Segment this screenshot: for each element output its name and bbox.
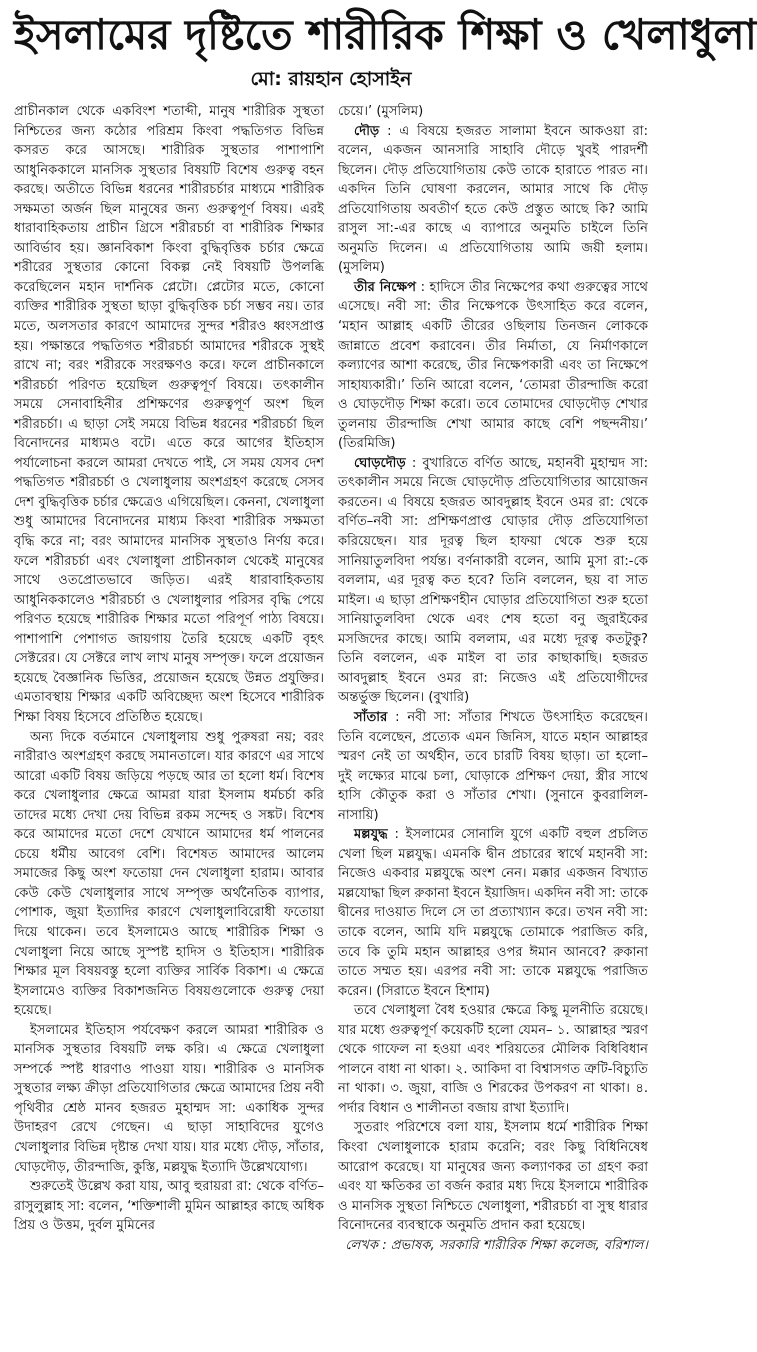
paragraph-hadith-start: শুরুতেই উল্লেখ করা যায়, আবু হুরায়রা রা: থেকে বর্ণিত–রাসুলুল্লাহ সা: বলেন, ‘শক্তিশালী মুমিন আল্লাহর কাছে অধিক প্রিয় ও উত্তম, দুর্বল মুমিনের (14, 1179, 324, 1234)
paragraph-hadith-end: চেয়ে।’ (মুসলিম) (338, 104, 424, 119)
section-text-archery: : হাদিসে তীর নিক্ষেপের কথা গুরুত্বের সাথে এসেছে। নবী সা: তীর নিক্ষেপকে উৎসাহিত করে বলেন, ‘মহান আল্লাহ একটি তীরের ওছিলায় তিনজন লোককে জান্নাতে প্রবেশ করাবেন। তীর নির্মাতা, যে নির্মাণকালে কল্যাণের আশা করেছে, তীর নিক্ষেপকারী এবং তা নিক্ষেপে সাহায্যকারী।’ তিনি আরো বলেন, ‘তোমরা তীরন্দাজি করো ও ঘোড়দৌড় শিক্ষা করো। তবে তোমাদের ঘোড়দৌড় শেখার তুলনায় তীরন্দাজি শেখা আমার কাছে বেশি পছন্দনীয়।’ (তিরমিজি) (338, 279, 649, 452)
section-horse-race (338, 454, 648, 708)
section-text-running: : এ বিষয়ে হজরত সালামা ইবনে আকওয়া রা: বলেন, একজন আনসারি সাহাবি দৌড়ে খুবই পারদর্শী ছিলেন। দৌড় প্রতিযোগিতায় কেউ তাকে হারাতে পারত না। একদিন তিনি ঘোষণা করলেন, আমার সাথে কি দৌড় প্রতিযোগিতায় অবতীর্ণ হতে কেউ প্রস্তুত আছে কি? আমি রাসুল সা:-এর কাছে এ ব্যাপারে অনুমতি চাইলে তিনি অনুমতি দিলেন। এ প্রতিযোগিতায় আমি জয়ী হলাম। (মুসলিম) (338, 123, 648, 276)
section-heading-horse-race: ঘোড়দৌড় (354, 455, 406, 471)
section-heading-swimming: সাঁতার (354, 709, 388, 725)
column-right (338, 102, 648, 1255)
section-heading-wrestling: মল্লযুদ্ধ (354, 827, 388, 843)
paragraph-conclusion: সুতরাং পরিশেষে বলা যায়, ইসলাম ধর্মে শারীরিক শিক্ষা কিংবা খেলাধুলাকে হারাম করেনি; বরং কিছু বিধিনিষেধ আরোপ করেছে। যা মানুষের জন্য কল্যাণকর তা গ্রহণ করা এবং যা ক্ষতিকর তা বর্জন করার মধ্য দিয়ে ইসলামে শারীরিক ও মানসিক সুস্থতা নিশ্চিতে খেলাধুলা, শরীরচর্চা বা সুস্থ ধারার বিনোদনের ব্যবস্থাকে অনুমতি প্রদান করা হয়েছে। (338, 1120, 648, 1234)
author-credit: লেখক : প্রভাষক, সরকারি শারীরিক শিক্ষা কলেজ, বরিশাল। (345, 1237, 648, 1253)
section-swimming (338, 708, 648, 825)
author-byline: মো: রায়হান হোসাইন (250, 68, 412, 90)
paragraph-intro: প্রাচীনকাল থেকে একবিংশ শতাব্দী, মানুষ শারীরিক সুস্থতা নিশ্চিতের জন্য কঠোর পরিশ্রম কিংবা পদ্ধতিগত বিভিন্ন কসরত করে আসছে। শারীরিক সুস্থতার পাশাপাশি আধুনিককালে মানসিক সুস্থতার বিষয়টি বিশেষ গুরুত্ব বহন করছে। অতীতে বিভিন্ন ধরনের শারীরচর্চার মাধ্যমে শারীরিক সক্ষমতা অর্জন ছিল মানুষের জন্য গুরুত্বপূর্ণ বিষয়। এরই ধারাবাহিকতায় প্রাচীন গ্রিসে শরীরচর্চা বা শারীরিক শিক্ষার আবির্ভাব হয়। জ্ঞানবিকাশ কিংবা বুদ্ধিবৃত্তিক চর্চার ক্ষেত্রে শরীরের সুস্থতার কোনো বিকল্প নেই বিষয়টি উপলব্ধি করেছিলেন মহান দার্শনিক প্লেটো। প্লেটোর মতে, কোনো ব্যক্তির শারীরিক সুস্থতা ছাড়া বুদ্ধিবৃত্তিক চর্চা সম্ভব নয়। তার মতে, অলসতার কারণে আমাদের সুন্দর শরীরও ধ্বংসপ্রাপ্ত হয়। পক্ষান্তরে পদ্ধতিগত শরীরচর্চা আমাদের শরীরকে সুস্থই রাখে না; বরং শরীরকে সংরক্ষণও করে। ফলে প্রাচীনকালে শরীরচর্চা পরিণত হয়েছিল গুরুত্বপূর্ণ বিষয়ে। তৎকালীন সময়ে সেনাবাহিনীর প্রশিক্ষণের গুরুত্বপূর্ণ অংশ ছিল শরীরচর্চা। এ ছাড়া সেই সময়ে বিভিন্ন ধরনের শরীরচর্চা ছিল বিনোদনের মাধ্যমও বটে। এতে করে আগের ইতিহাস পর্যালোচনা করলে আমরা দেখতে পাই, সে সময় যেসব দেশ পদ্ধতিগত শরীরচর্চা ও খেলাধুলায় অংশগ্রহণ করেছে সেসব দেশ বুদ্ধিবৃত্তিক চর্চার ক্ষেত্রেও এগিয়েছিল। কেননা, খেলাধুলা শুধু আমাদের বিনোদনের মাধ্যম কিংবা শারীরিক সক্ষমতা বৃদ্ধি করে না; বরং আমাদের মানসিক সুস্থতাও নির্ণয় করে। ফলে শরীরচর্চা এবং খেলাধুলা প্রাচীনকাল থেকেই মানুষের সাথে ওতপ্রোতভাবে জড়িত। এরই ধারাবাহিকতায় আধুনিককালেও শরীরচর্চা ও খেলাধুলার পরিসর বৃদ্ধি পেয়ে পরিণত হয়েছে শারীরিক শিক্ষার মতো পরিপূর্ণ পাঠ্য বিষয়ে। পাশাপাশি পেশাগত জায়গায় তৈরি হয়েছে একটি বৃহৎ সেক্টরের। যে সেক্টরে লাখ লাখ মানুষ সম্পৃক্ত। ফলে প্রয়োজন হয়েছে বৈজ্ঞানিক ভিত্তির, প্রয়োজন হয়েছে উন্নত প্রযুক্তির। এমতাবস্থায় শিক্ষার একটি অবিচ্ছেদ্য অংশ হিসেবে শারীরিক শিক্ষা বিষয় হিসেবে প্রতিষ্ঠিত হয়েছে। (14, 104, 324, 725)
paragraph-principles: তবে খেলাধুলা বৈধ হওয়ার ক্ষেত্রে কিছু মূলনীতি রয়েছে। যার মধ্যে গুরুত্বপূর্ণ কয়েকটি হলো যেমন– ১. আল্লাহর স্মরণ থেকে গাফেল না হওয়া এবং শরিয়তের মৌলিক বিধিবিধান পালনে বাধা না থাকা। ২. আকিদা বা বিশ্বাসগত ত্রুটি-বিচ্যুতি না থাকা। ৩. জুয়া, বাজি ও শিরকের উপকরণ না থাকা। ৪. পর্দার বিধান ও শালীনতা বজায় রাখা ইত্যাদি। (338, 1003, 648, 1116)
section-running (338, 122, 648, 278)
section-heading-archery: তীর নিক্ষেপ (354, 279, 417, 295)
section-text-swimming: : নবী সা: সাঁতার শিখতে উৎসাহিত করেছেন। তিনি বলেছেন, প্রত্যেক এমন জিনিস, যাতে মহান আল্লাহর স্মরণ নেই তা অর্থহীন, তবে চারটি বিষয় ছাড়া। তা হলো– দুই লক্ষ্যের মাঝে চলা, ঘোড়াকে প্রশিক্ষণ দেয়া, স্ত্রীর সাথে হাসি কৌতুক করা ও সাঁতার শেখা। (সুনানে কুবরালিল-নাসায়ি) (338, 709, 648, 823)
section-text-wrestling: : ইসলামের সোনালি যুগে একটি বহুল প্রচলিত খেলা ছিল মল্লযুদ্ধ। এমনকি দ্বীন প্রচারের স্বার্থে মহানবী সা: নিজেও একবার মল্লযুদ্ধে অংশ নেন। মক্কার একজন বিখ্যাত মল্লযোদ্ধা ছিল রুকানা ইবনে ইয়াজিদ। একদিন নবী সা: তাকে দ্বীনের দাওয়াত দিলে সে তা প্রত্যাখ্যান করে। তখন নবী সা: তাকে বলেন, আমি যদি মল্লযুদ্ধে তোমাকে পরাজিত করি, তবে কি তুমি মহান আল্লাহর ওপর ঈমান আনবে? রুকানা তাতে সম্মত হয়। এরপর নবী সা: তাকে মল্লযুদ্ধে পরাজিত করেন। (সিরাতে ইবনে হিশাম) (338, 827, 648, 999)
paragraph-religion: অন্য দিকে বর্তমানে খেলাধুলায় শুধু পুরুষরা নয়; বরং নারীরাও অংশগ্রহণ করছে সমানতালে। যার কারণে এর সাথে আরো একটি বিষয় জড়িয়ে পড়ছে আর তা হলো ধর্ম। বিশেষ করে খেলাধুলার ক্ষেত্রে আমরা যারা ইসলাম ধর্মচর্চা করি তাদের মধ্যে দেখা দেয় বিভিন্ন রকম সন্দেহ ও সঙ্কট। বিশেষ করে আমাদের মতো দেশে যেখানে আমাদের ধর্ম পালনের চেয়ে ধর্মীয় আবেগ বেশি। বিশেষত আমাদের আলেম সমাজের কিছু অংশ ফতোয়া দেন খেলাধুলা হারাম। আবার কেউ কেউ খেলাধুলার সাথে সম্পৃক্ত অর্থনৈতিক ব্যাপার, পোশাক, জুয়া ইত্যাদির কারণে খেলাধুলাবিরোধী ফতোয়া দিয়ে থাকেন। তবে ইসলামেও আছে শারীরিক শিক্ষা ও খেলাধুলা নিয়ে আছে সুস্পষ্ট হাদিস ও ইতিহাস। শারীরিক শিক্ষার মূল বিষয়বস্তু হলো ব্যক্তির সার্বিক বিকাশ। এ ক্ষেত্রে ইসলামেও ব্যক্তির বিকাশজনিত বিষয়গুলোকে গুরুত্ব দেয়া হয়েছে। (14, 729, 324, 1019)
section-archery (338, 278, 648, 454)
section-heading-running: দৌড় (354, 123, 380, 139)
paragraph-history: ইসলামের ইতিহাস পর্যবেক্ষণ করলে আমরা শারীরিক ও মানসিক সুস্থতার বিষয়টি লক্ষ করি। এ ক্ষেত্রে খেলাধুলা সম্পর্কে স্পষ্ট ধারণাও পাওয়া যায়। শারীরিক ও মানসিক সুস্থতার লক্ষ্য ক্রীড়া প্রতিযোগিতার ক্ষেত্রে আমাদের প্রিয় নবী পৃথিবীর শ্রেষ্ঠ মানব হজরত মুহাম্মদ সা: একাধিক সুন্দর উদাহরণ রেখে গেছেন। এ ছাড়া সাহাবিদের যুগেও খেলাধুলার বিভিন্ন দৃষ্টান্ত দেখা যায়। যার মধ্যে দৌড়, সাঁতার, ঘোড়দৌড়, তীরন্দাজি, কুস্তি, মল্লযুদ্ধ ইত্যাদি উল্লেখযোগ্য। (14, 1022, 324, 1175)
section-text-horse-race: : বুখারিতে বর্ণিত আছে, মহানবী মুহাম্মদ সা: তৎকালীন সময়ে নিজে ঘোড়দৌড় প্রতিযোগিতার আয়োজন করতেন। এ বিষয়ে হজরত আবদুল্লাহ ইবনে ওমর রা: থেকে বর্ণিত–নবী সা: প্রশিক্ষণপ্রাপ্ত ঘোড়ার দৌড় প্রতিযোগিতা করিয়েছেন। যার দূরত্ব ছিল হাফয়া থেকে শুরু হয়ে সানিয়াতুলবিদা পর্যন্ত। বর্ণনাকারী বলেন, আমি মুসা রা:-কে বললাম, এর দূরত্ব কত হবে? তিনি বললেন, ছয় বা সাত মাইল। এ ছাড়া প্রশিক্ষণহীন ঘোড়ার প্রতিযোগিতা শুরু হতো সানিয়াতুলবিদা থেকে এবং শেষ হতো বনু জুরাইকের মসজিদের কাছে। আমি বললাম, এর মধ্যে দূরত্ব কতটুকু? তিনি বললেন, এক মাইল বা তার কাছাকাছি। হজরত আবদুল্লাহ ইবনে ওমর রা: নিজেও এই প্রতিযোগীদের অন্তর্ভুক্ত ছিলেন। (বুখারি) (338, 455, 648, 706)
column-left (14, 102, 324, 1255)
section-wrestling (338, 825, 648, 1001)
article-body (14, 102, 648, 1255)
article-title: ইসলামের দৃষ্টিতে শারীরিক শিক্ষা ও খেলাধুলা (14, 10, 757, 59)
